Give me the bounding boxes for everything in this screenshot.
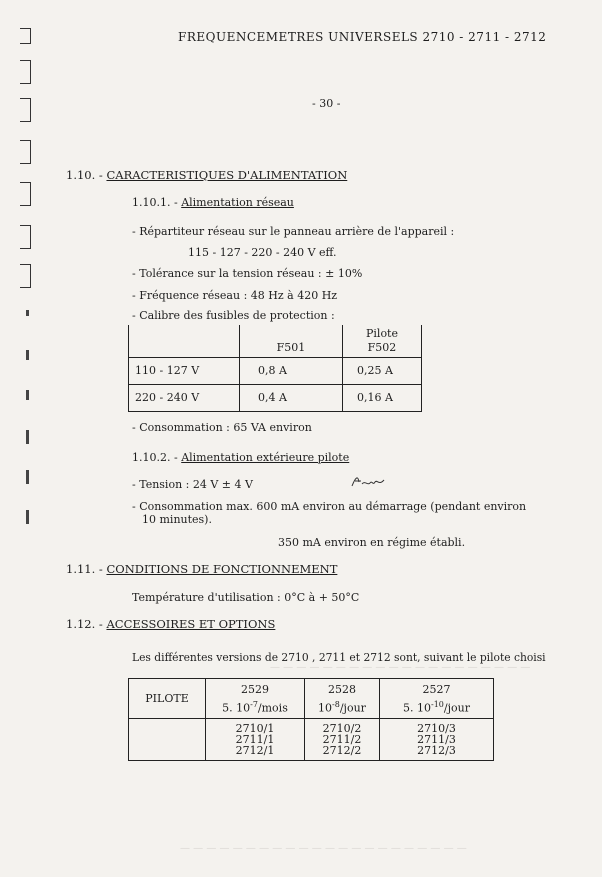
pilote-table [128, 678, 494, 761]
table-cell: 0,16 A [343, 384, 422, 411]
reseau-line-4: - Fréquence réseau : 48 Hz à 420 Hz [132, 289, 338, 302]
table-cell: 110 - 127 V [129, 357, 240, 384]
margin-tick [26, 310, 29, 316]
pilote-ref: 2528 [328, 682, 356, 696]
table-cell [305, 679, 380, 719]
model-item: 2710/2 [322, 722, 362, 735]
section-number: 1.10.1. - [132, 196, 178, 209]
binder-mark [20, 264, 31, 288]
section-title: Alimentation réseau [181, 196, 294, 209]
margin-tick [26, 470, 29, 484]
section-1-10-2 [132, 451, 349, 464]
model-item: 2712/1 [235, 744, 275, 757]
consommation-line: - Consommation : 65 VA environ [132, 421, 312, 434]
binder-mark [20, 225, 31, 249]
pilote-line-2b: 10 minutes). [142, 513, 212, 526]
table-row [129, 719, 494, 761]
reseau-line-5: - Calibre des fusibles de protection : [132, 309, 335, 322]
reseau-line-2: 115 - 127 - 220 - 240 V eff. [188, 246, 337, 259]
section-1-11 [66, 562, 337, 576]
bleed-through-text: — — — — — — — — — — — — — — — — — — — — — — [180, 843, 467, 854]
margin-tick [26, 350, 29, 360]
versions-line: Les différentes versions de 2710 , 2711 et 2712 sont, suivant le pilote choisi [132, 651, 546, 664]
margin-tick [26, 430, 29, 444]
binder-mark [20, 140, 31, 164]
section-number: 1.11. - [66, 562, 103, 576]
pilote-ref: 2527 [422, 682, 451, 696]
model-item: 2711/3 [417, 733, 456, 746]
table-row [129, 325, 422, 357]
table-cell: 0,8 A [240, 357, 343, 384]
pilote-spec: 5. $10^{-10}$/jour [403, 699, 470, 715]
table-cell: 0,4 A [240, 384, 343, 411]
binder-mark [20, 60, 31, 84]
page-header: FREQUENCEMETRES UNIVERSELS 2710 - 2711 - 2712 [178, 30, 547, 44]
pilote-spec: 5. $10^{-7}$/mois [222, 699, 288, 715]
pilote-spec: $10^{-8}$/jour [318, 699, 366, 715]
fuse-table [128, 325, 422, 412]
temperature-line: Température d'utilisation : 0°C à + 50°C [132, 591, 360, 604]
section-title: CARACTERISTIQUES D'ALIMENTATION [106, 168, 348, 182]
table-row [129, 357, 422, 384]
section-number: 1.10. - [66, 168, 103, 182]
binder-mark [20, 28, 31, 44]
pilote-line-1: - Tension : 24 V ± 4 V [132, 478, 253, 491]
section-1-10-1 [132, 196, 294, 209]
reseau-line-3: - Tolérance sur la tension réseau : ± 10% [132, 267, 363, 280]
table-cell: 0,25 A [343, 357, 422, 384]
reseau-line-1: - Répartiteur réseau sur le panneau arrière de l'appareil : [132, 225, 455, 238]
column-header: F502 [367, 340, 397, 354]
column-header-top: Pilote [366, 326, 398, 340]
page-number: - 30 - [312, 97, 341, 110]
pilote-ref: 2529 [241, 682, 269, 696]
section-number: 1.10.2. - [132, 451, 178, 464]
table-cell [129, 325, 240, 357]
table-cell: PILOTE [129, 679, 206, 719]
model-item: 2710/3 [417, 722, 456, 735]
handwritten-signature [350, 474, 386, 493]
section-number: 1.12. - [66, 617, 103, 631]
column-header: F501 [276, 340, 306, 354]
binder-mark [20, 182, 31, 206]
section-1-12 [66, 617, 275, 631]
table-cell: 220 - 240 V [129, 384, 240, 411]
binder-mark [20, 98, 31, 122]
section-title: CONDITIONS DE FONCTIONNEMENT [106, 562, 338, 576]
pilote-line-2a: - Consommation max. 600 mA environ au démarrage (pendant environ [132, 500, 527, 513]
table-cell [129, 719, 206, 761]
table-cell [240, 325, 343, 357]
section-title: Alimentation extérieure pilote [181, 451, 350, 464]
model-item: 2710/1 [235, 722, 275, 735]
model-item: 2712/2 [322, 744, 362, 757]
table-row [129, 384, 422, 411]
section-1-10 [66, 168, 347, 182]
section-title: ACCESSOIRES ET OPTIONS [106, 617, 276, 631]
model-item: 2711/2 [322, 733, 362, 746]
model-item: 2711/1 [235, 733, 275, 746]
margin-tick [26, 510, 29, 524]
table-cell [305, 719, 380, 761]
bleed-through-text: — — — — — — — — — — — — — — — — — — — — [270, 662, 531, 673]
table-cell [380, 719, 494, 761]
table-row [129, 679, 494, 719]
margin-tick [26, 390, 29, 400]
table-cell [343, 325, 422, 357]
table-cell [206, 719, 305, 761]
table-cell [380, 679, 494, 719]
model-item: 2712/3 [417, 744, 456, 757]
table-cell [206, 679, 305, 719]
pilote-line-3: 350 mA environ en régime établi. [278, 536, 466, 549]
